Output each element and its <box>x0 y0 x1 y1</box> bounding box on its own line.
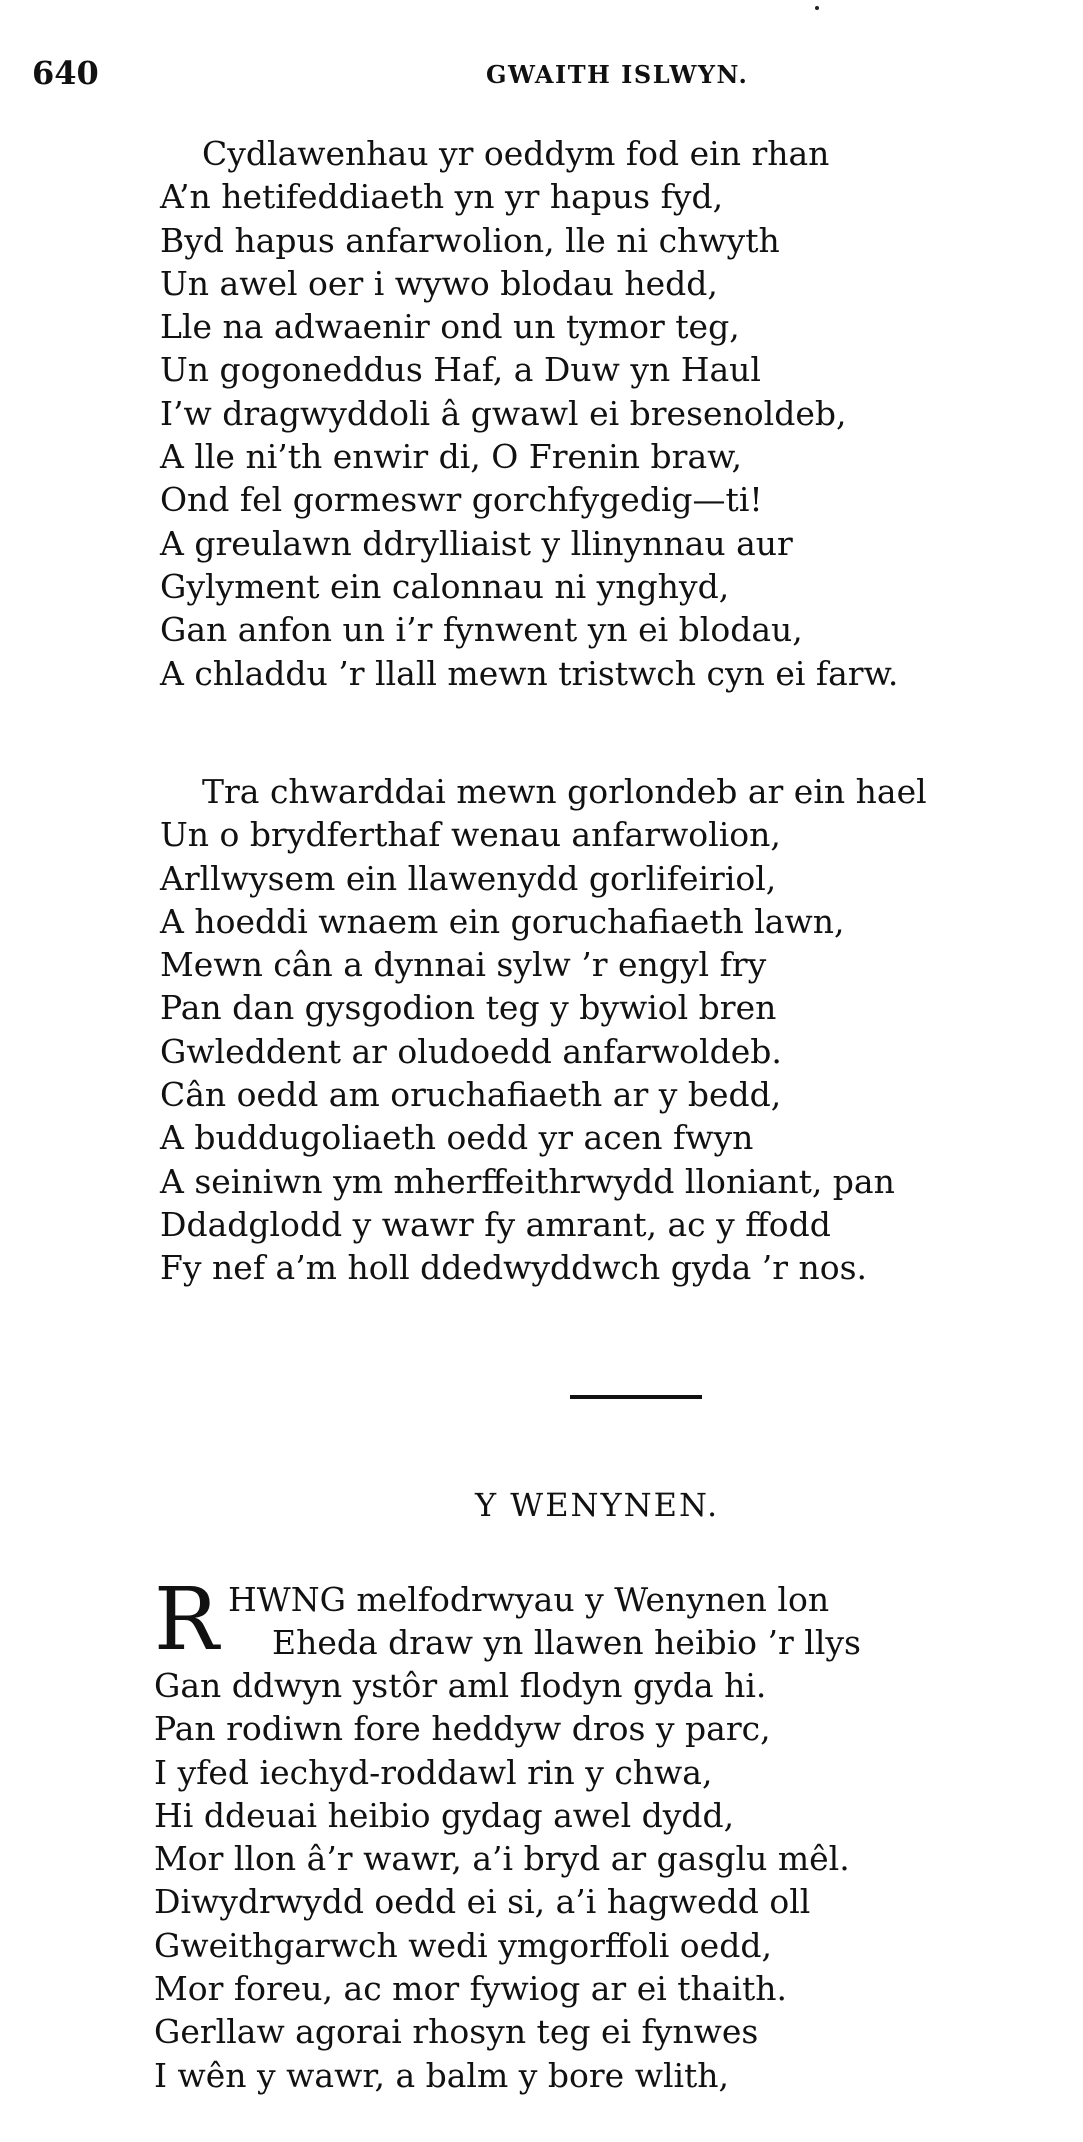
verse-line: Gan ddwyn ystôr aml flodyn gyda hi. <box>154 1666 767 1705</box>
verse-line: I yfed iechyd-roddawl rin y chwa, <box>154 1752 713 1792</box>
verse-line: I wên y wawr, a balm y bore wlith, <box>154 2055 730 2095</box>
verse-line: Ond fel gormeswr gorchfygedig—ti! <box>160 480 763 520</box>
verse-line: I’w dragwyddoli â gwawl ei bresenoldeb, <box>160 393 847 433</box>
verse-line: Gweithgarwch wedi ymgorffoli oedd, <box>154 1925 772 1965</box>
verse-line: Pan dan gysgodion teg y bywiol bren <box>160 988 777 1028</box>
verse-line: A chladdu ’r llall mewn tristwch cyn ei farw. <box>160 653 899 693</box>
verse-line: Diwydrwydd oedd ei si, a’i hagwedd oll <box>154 1882 811 1922</box>
running-head <box>0 54 1083 94</box>
verse-line: Gan anfon un i’r fynwent yn ei blodau, <box>160 610 803 650</box>
verse-line: A seiniwn ym mherffeithrwydd lloniant, pan <box>160 1161 895 1201</box>
verse-line: Ddadglodd y wawr fy amrant, ac y ffodd <box>160 1204 831 1244</box>
stanza-2 <box>160 770 1060 1290</box>
poem-title-text: Y WENYNEN. <box>475 1486 720 1524</box>
verse-line: Cân oedd am oruchafiaeth ar y bedd, <box>160 1075 782 1115</box>
verse-line: Fy nef a’m holl ddedwyddwch gyda ’r nos. <box>160 1248 868 1288</box>
verse-line: Hi ddeuai heibio gydag awel dydd, <box>154 1795 735 1835</box>
verse-line: Un o brydferthaf wenau anfarwolion, <box>160 815 781 855</box>
running-title: GWAITH ISLWYN. <box>486 60 749 89</box>
verse-line: Un awel oer i wywo blodau hedd, <box>160 263 718 303</box>
verse-line: Mewn cân a dynnai sylw ’r engyl fry <box>160 945 767 985</box>
verse-line: Arllwysem ein llawenydd gorlifeiriol, <box>160 858 777 898</box>
verse-line: Lle na adwaenir ond un tymor teg, <box>160 307 740 347</box>
drop-cap: R <box>154 1570 219 1670</box>
page-number: 640 <box>32 54 99 92</box>
verse-line: Eheda draw yn llawen heibio ’r llys <box>272 1623 861 1663</box>
verse-line: Pan rodiwn fore heddyw dros y parc, <box>154 1709 771 1749</box>
opening-lines <box>154 1570 1064 1670</box>
print-speck <box>815 6 819 10</box>
verse-line: Gerllaw agorai rhosyn teg ei fynwes <box>154 2012 759 2052</box>
verse-line: Tra chwarddai mewn gorlondeb ar ein hael <box>202 772 927 811</box>
verse-line: Mor llon â’r wawr, a’i bryd ar gasglu mêl. <box>154 1839 850 1879</box>
verse-line: Cydlawenhau yr oeddym fod ein rhan <box>202 134 830 173</box>
verse-line: HWNG melfodrwyau y Wenynen lon <box>228 1580 830 1619</box>
stanza-1 <box>160 132 1060 695</box>
verse-line: Mor foreu, ac mor fywiog ar ei thaith. <box>154 1969 788 2009</box>
verse-line: Gylyment ein calonnau ni ynghyd, <box>160 566 730 606</box>
verse-line: Byd hapus anfarwolion, lle ni chwyth <box>160 220 780 260</box>
verse-line: Un gogoneddus Haf, a Duw yn Haul <box>160 350 761 390</box>
verse-line: A hoeddi wnaem ein goruchafiaeth lawn, <box>160 901 845 941</box>
section-divider <box>570 1395 702 1399</box>
verse-line: A lle ni’th enwir di, O Frenin braw, <box>160 437 742 477</box>
verse-line: A greulawn ddrylliaist y llinynnau aur <box>160 523 793 563</box>
verse-line: A’n hetifeddiaeth yn yr hapus fyd, <box>160 177 724 217</box>
verse-line: A buddugoliaeth oedd yr acen fwyn <box>160 1118 754 1158</box>
poem-body <box>154 1570 1064 2097</box>
verse-line: Gwleddent ar oludoedd anfarwoldeb. <box>160 1031 782 1071</box>
